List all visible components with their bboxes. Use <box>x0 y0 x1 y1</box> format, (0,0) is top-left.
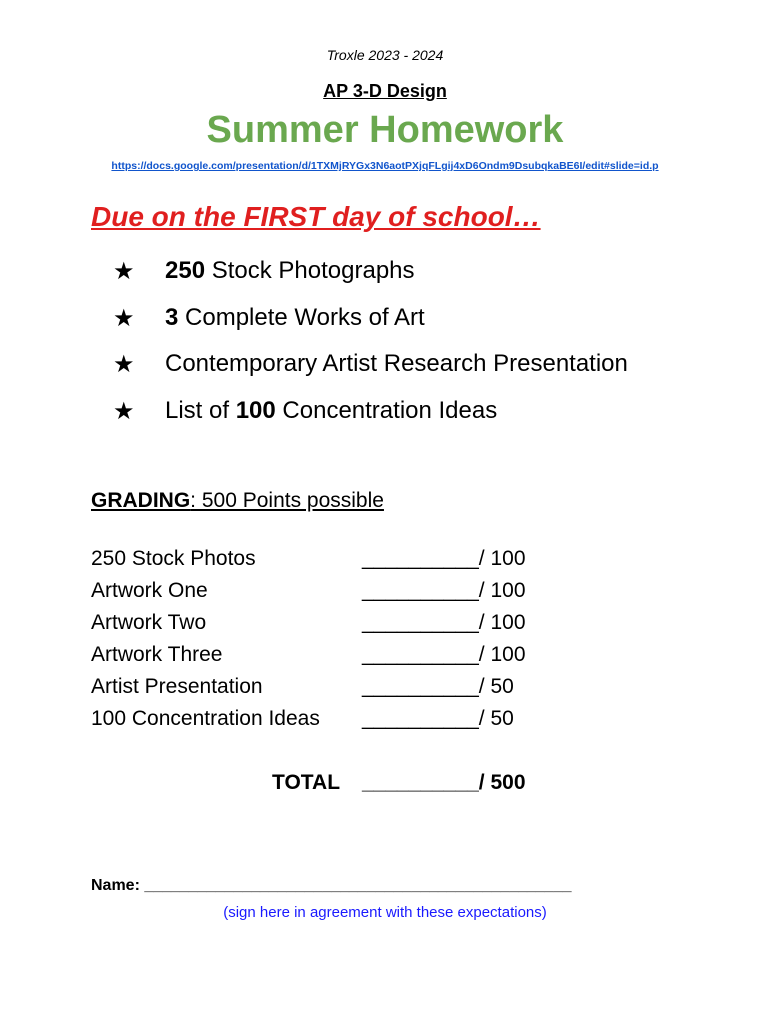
course-title: AP 3-D Design <box>323 81 447 101</box>
grading-row-score: __________/ 100 <box>362 579 526 602</box>
grading-row-label: Artwork Three <box>91 643 223 666</box>
requirement-text: List of 100 Concentration Ideas <box>165 397 498 424</box>
presentation-link[interactable]: https://docs.google.com/presentation/d/1TXMjRYGx3N6aotPXjqFLgij4xD6Ondm9DsubqkaBE6I/edit#slide=id.p <box>111 160 659 172</box>
requirement-item <box>0 304 770 334</box>
grading-row-score: __________/ 100 <box>362 611 526 634</box>
author-year: Troxle 2023 - 2024 <box>326 47 444 63</box>
requirement-text: Contemporary Artist Research Presentation <box>165 350 628 377</box>
grading-row-label: 250 Stock Photos <box>91 547 256 570</box>
grading-row-label: Artist Presentation <box>91 675 263 698</box>
star-icon: ★ <box>113 257 135 285</box>
page-title: Summer Homework <box>206 109 564 151</box>
grading-row <box>0 611 770 637</box>
due-heading: Due on the FIRST day of school… <box>91 201 541 232</box>
total-label: TOTAL <box>272 771 341 794</box>
star-icon: ★ <box>113 350 135 378</box>
grading-row-score: __________/ 100 <box>362 643 526 666</box>
grading-row <box>0 547 770 573</box>
grading-row-score: __________/ 50 <box>362 707 514 730</box>
requirement-text: 3 Complete Works of Art <box>165 304 425 331</box>
total-row <box>0 771 770 797</box>
grading-row-score: __________/ 50 <box>362 675 514 698</box>
star-icon: ★ <box>113 304 135 332</box>
grading-row-label: Artwork One <box>91 579 208 602</box>
total-score: __________/ 500 <box>362 771 526 794</box>
requirement-item <box>0 257 770 287</box>
grading-row <box>0 643 770 669</box>
requirement-item <box>0 397 770 427</box>
requirement-item <box>0 350 770 380</box>
signature-note: (sign here in agreement with these expectations) <box>223 904 547 921</box>
grading-row-score: __________/ 100 <box>362 547 526 570</box>
grading-row <box>0 675 770 701</box>
grading-heading: GRADING: 500 Points possible <box>91 489 384 512</box>
grading-row-label: 100 Concentration Ideas <box>91 707 320 730</box>
name-signature-line[interactable]: Name: ________________________________________________ <box>91 877 572 894</box>
grading-row <box>0 707 770 733</box>
requirement-text: 250 Stock Photographs <box>165 257 415 284</box>
star-icon: ★ <box>113 397 135 425</box>
grading-row <box>0 579 770 605</box>
grading-row-label: Artwork Two <box>91 611 207 634</box>
